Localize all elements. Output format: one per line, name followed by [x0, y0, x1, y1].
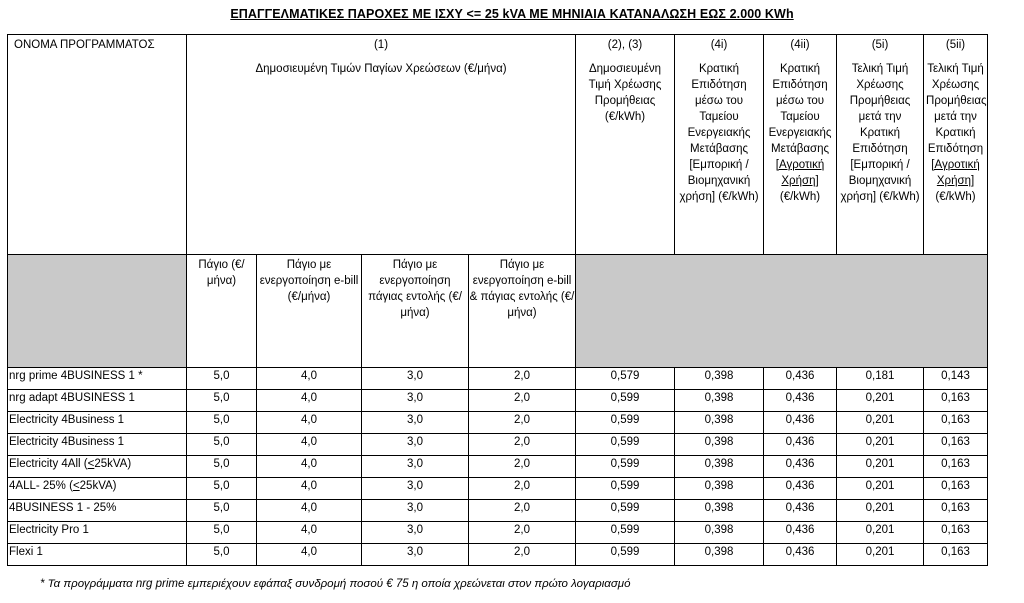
subheader-blank [8, 255, 187, 368]
cell-pagio-ebill: 4,0 [257, 522, 362, 544]
cell-subsidy-agricultural: 0,436 [764, 390, 837, 412]
cell-pagio: 5,0 [187, 390, 257, 412]
program-name-part: 25kVA) [94, 458, 132, 470]
cell-subsidy-agricultural: 0,436 [764, 522, 837, 544]
header-col23 [576, 35, 675, 255]
cell-pagio: 5,0 [187, 544, 257, 566]
cell-supply-charge: 0,599 [576, 390, 675, 412]
table-row [8, 412, 988, 434]
cell-pagio: 5,0 [187, 368, 257, 390]
header-col1-num: (1) [373, 39, 389, 51]
table-row [8, 456, 988, 478]
cell-subsidy-agricultural: 0,436 [764, 368, 837, 390]
cell-subsidy-agricultural: 0,436 [764, 434, 837, 456]
program-name: nrg prime 4BUSINESS 1 * [8, 368, 187, 390]
cell-final-commercial: 0,201 [837, 456, 924, 478]
cell-pagio-standing: 3,0 [362, 434, 469, 456]
header-col5ii-label-a: Τελική Τιμή Χρέωσης Προμήθειας μετά την Κρατική Επιδότηση [926, 63, 987, 155]
cell-final-commercial: 0,181 [837, 368, 924, 390]
cell-pagio-ebill: 4,0 [257, 434, 362, 456]
cell-pagio: 5,0 [187, 478, 257, 500]
table-row [8, 522, 988, 544]
cell-final-agricultural: 0,163 [924, 456, 988, 478]
cell-subsidy-commercial: 0,398 [675, 456, 764, 478]
cell-final-agricultural: 0,163 [924, 544, 988, 566]
header-col4i-label: Κρατική Επιδότηση μέσω του Ταμείου Ενεργειακής Μετάβασης [Εμπορική / Βιομηχανική χρήση] (€/kWh) [679, 63, 759, 203]
cell-subsidy-commercial: 0,398 [675, 500, 764, 522]
program-name-part: 4ALL- 25% ( [9, 480, 73, 492]
cell-final-agricultural: 0,163 [924, 434, 988, 456]
cell-subsidy-agricultural: 0,436 [764, 412, 837, 434]
subheader-pagio-ebill: Πάγιο με ενεργοποίηση e-bill (€/μήνα) [257, 255, 362, 368]
header-col5ii-num: (5ii) [945, 39, 966, 51]
subheader-row [8, 255, 988, 368]
program-name: Electricity Pro 1 [8, 522, 187, 544]
subheader-pagio-ebill-standing: Πάγιο με ενεργοποίηση e-bill & πάγιας εντολής (€/μήνα) [469, 255, 576, 368]
program-name-part: Electricity 4All ( [9, 458, 88, 470]
cell-final-commercial: 0,201 [837, 434, 924, 456]
header-col5i-num: (5i) [871, 39, 889, 51]
cell-supply-charge: 0,599 [576, 500, 675, 522]
cell-pagio-both: 2,0 [469, 544, 576, 566]
cell-pagio-ebill: 4,0 [257, 500, 362, 522]
cell-subsidy-commercial: 0,398 [675, 412, 764, 434]
cell-final-agricultural: 0,163 [924, 478, 988, 500]
header-col5ii-label [926, 61, 985, 205]
cell-pagio-both: 2,0 [469, 500, 576, 522]
subheader-grey-fill [576, 255, 988, 368]
cell-subsidy-commercial: 0,398 [675, 522, 764, 544]
cell-pagio-ebill: 4,0 [257, 390, 362, 412]
cell-pagio-standing: 3,0 [362, 390, 469, 412]
header-col23-label: Δημοσιευμένη Τιμή Χρέωσης Προμήθειας (€/kWh) [588, 63, 662, 123]
cell-supply-charge: 0,599 [576, 412, 675, 434]
header-program-name: ΟΝΟΜΑ ΠΡΟΓΡΑΜΜΑΤΟΣ [8, 35, 187, 255]
header-col4ii-label-a: Κρατική Επιδότηση μέσω του Ταμείου Ενεργειακής Μετάβασης [768, 63, 832, 155]
header-col5ii-label-c: (€/kWh) [935, 191, 976, 203]
cell-subsidy-agricultural: 0,436 [764, 456, 837, 478]
program-name: Electricity 4Business 1 [8, 434, 187, 456]
cell-final-agricultural: 0,163 [924, 522, 988, 544]
cell-final-agricultural: 0,143 [924, 368, 988, 390]
cell-pagio-ebill: 4,0 [257, 456, 362, 478]
cell-pagio: 5,0 [187, 434, 257, 456]
cell-supply-charge: 0,599 [576, 434, 675, 456]
table-row [8, 390, 988, 412]
cell-pagio-both: 2,0 [469, 390, 576, 412]
cell-supply-charge: 0,599 [576, 522, 675, 544]
cell-final-commercial: 0,201 [837, 478, 924, 500]
cell-pagio-standing: 3,0 [362, 544, 469, 566]
cell-pagio: 5,0 [187, 500, 257, 522]
cell-subsidy-commercial: 0,398 [675, 434, 764, 456]
program-name-part: 25kVA) [79, 480, 117, 492]
header-col4ii-label-c: (€/kWh) [779, 191, 821, 203]
subheader-pagio-standing-order: Πάγιο με ενεργοποίηση πάγιας εντολής (€/μήνα) [362, 255, 469, 368]
cell-pagio-both: 2,0 [469, 412, 576, 434]
program-name: 4BUSINESS 1 - 25% [8, 500, 187, 522]
cell-final-agricultural: 0,163 [924, 412, 988, 434]
header-col4ii-label-b: [Αγροτική Χρήση] [775, 159, 825, 187]
cell-pagio-standing: 3,0 [362, 368, 469, 390]
cell-subsidy-commercial: 0,398 [675, 478, 764, 500]
program-name: nrg adapt 4BUSINESS 1 [8, 390, 187, 412]
header-col5ii-label-b: [Αγροτική Χρήση] [931, 159, 980, 187]
cell-subsidy-agricultural: 0,436 [764, 478, 837, 500]
cell-pagio-standing: 3,0 [362, 456, 469, 478]
table-row [8, 544, 988, 566]
cell-pagio-ebill: 4,0 [257, 368, 362, 390]
cell-final-commercial: 0,201 [837, 500, 924, 522]
cell-pagio-ebill: 4,0 [257, 478, 362, 500]
header-col4i [675, 35, 764, 255]
cell-subsidy-commercial: 0,398 [675, 544, 764, 566]
header-col4ii-label [766, 61, 834, 205]
cell-pagio-both: 2,0 [469, 456, 576, 478]
program-name [8, 456, 187, 478]
cell-pagio-standing: 3,0 [362, 412, 469, 434]
program-name [8, 478, 187, 500]
cell-pagio-both: 2,0 [469, 522, 576, 544]
cell-final-commercial: 0,201 [837, 412, 924, 434]
cell-final-commercial: 0,201 [837, 544, 924, 566]
footnote: * Τα προγράμματα nrg prime εμπεριέχουν εφάπαξ συνδρομή ποσού € 75 η οποία χρεώνεται στον πρώτο λογαριασμό [40, 578, 631, 590]
header-col23-num: (2), (3) [607, 39, 643, 51]
cell-subsidy-agricultural: 0,436 [764, 544, 837, 566]
header-col4ii [764, 35, 837, 255]
cell-supply-charge: 0,599 [576, 544, 675, 566]
table-row [8, 368, 988, 390]
cell-pagio-both: 2,0 [469, 478, 576, 500]
program-name: Flexi 1 [8, 544, 187, 566]
table-row [8, 500, 988, 522]
cell-supply-charge: 0,599 [576, 456, 675, 478]
cell-subsidy-agricultural: 0,436 [764, 500, 837, 522]
cell-final-commercial: 0,201 [837, 390, 924, 412]
header-col1 [187, 35, 576, 255]
cell-final-agricultural: 0,163 [924, 500, 988, 522]
program-name-part: < [72, 480, 80, 492]
tariff-table [7, 34, 988, 566]
cell-pagio: 5,0 [187, 412, 257, 434]
cell-pagio-ebill: 4,0 [257, 412, 362, 434]
header-col4ii-num: (4ii) [790, 39, 810, 51]
table-row [8, 478, 988, 500]
cell-pagio-standing: 3,0 [362, 500, 469, 522]
header-col1-label: Δημοσιευμένη Τιμών Παγίων Χρεώσεων (€/μήνα) [255, 63, 507, 75]
cell-pagio-ebill: 4,0 [257, 544, 362, 566]
page-title: ΕΠΑΓΓΕΛΜΑΤΙΚΕΣ ΠΑΡΟΧΕΣ ΜΕ ΙΣΧΥ <= 25 kVA ΜΕ ΜΗΝΙΑΙΑ ΚΑΤΑΝΑΛΩΣΗ ΕΩΣ 2.000 KWh [230, 7, 794, 21]
cell-pagio-standing: 3,0 [362, 478, 469, 500]
program-name: Electricity 4Business 1 [8, 412, 187, 434]
header-row [8, 35, 988, 255]
cell-pagio: 5,0 [187, 456, 257, 478]
cell-supply-charge: 0,599 [576, 478, 675, 500]
header-col5i [837, 35, 924, 255]
cell-subsidy-commercial: 0,398 [675, 368, 764, 390]
cell-subsidy-commercial: 0,398 [675, 390, 764, 412]
cell-pagio-both: 2,0 [469, 368, 576, 390]
subheader-pagio: Πάγιο (€/μήνα) [187, 255, 257, 368]
cell-pagio: 5,0 [187, 522, 257, 544]
program-name-part: < [87, 458, 95, 470]
cell-final-commercial: 0,201 [837, 522, 924, 544]
header-col5ii [924, 35, 988, 255]
cell-pagio-both: 2,0 [469, 434, 576, 456]
table-row [8, 434, 988, 456]
cell-pagio-standing: 3,0 [362, 522, 469, 544]
header-col5i-label: Τελική Τιμή Χρέωσης Προμήθειας μετά την Κρατική Επιδότηση [Εμπορική / Βιομηχανική χρήση] (€/kWh) [840, 63, 920, 203]
header-col4i-num: (4i) [710, 39, 728, 51]
cell-final-agricultural: 0,163 [924, 390, 988, 412]
cell-supply-charge: 0,579 [576, 368, 675, 390]
